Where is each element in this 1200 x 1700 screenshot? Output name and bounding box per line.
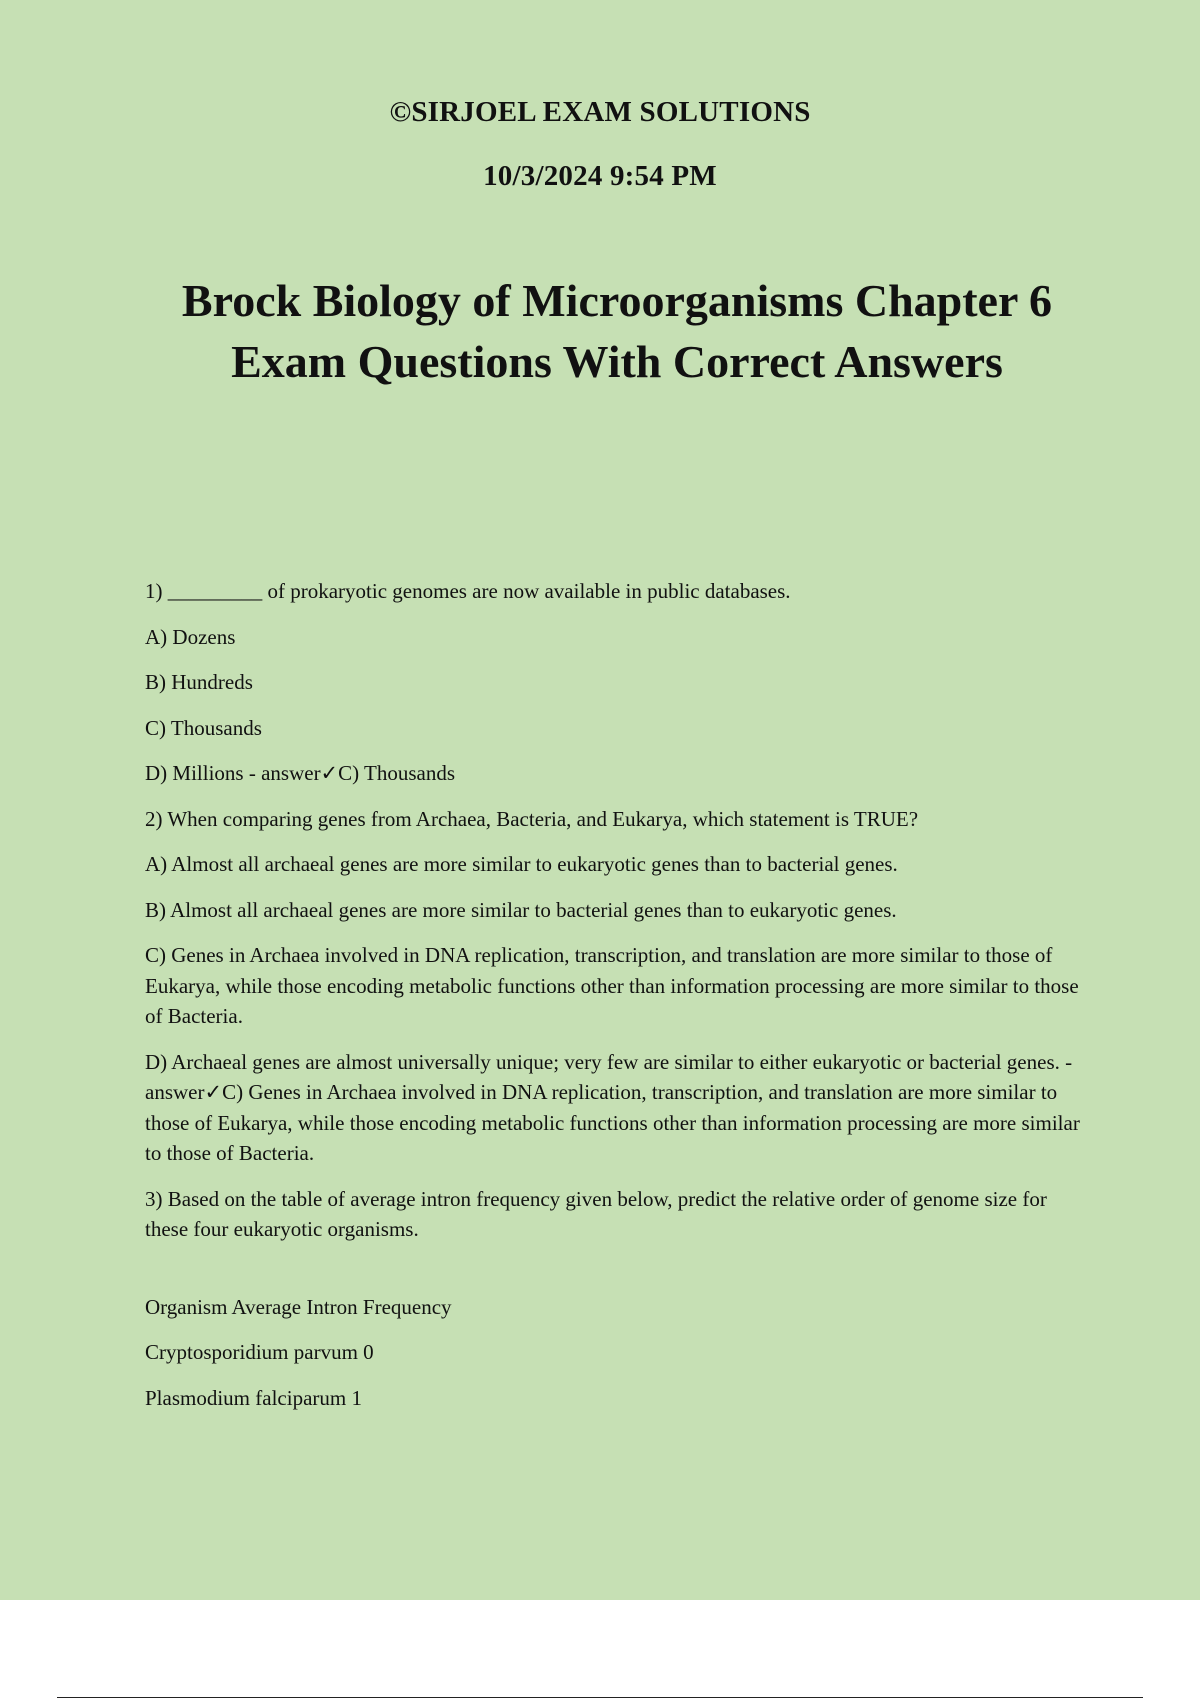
q1-prompt: 1) _________ of prokaryotic genomes are now available in public databases. xyxy=(145,579,791,603)
q2-option-d-answer: D) Archaeal genes are almost universally unique; very few are similar to either eukaryotic or bacterial genes. - answer✓C) Genes in Archaea involved in DNA replication, transcription, and translation are more similar to those of Eukarya, while those encoding metabolic functions other than information processing are more similar to those of Bacteria. xyxy=(145,1049,1080,1165)
q1-option-c: C) Thousands xyxy=(145,715,262,740)
q1-option-a: A) Dozens xyxy=(145,624,236,649)
q1-option-d-answer: D) Millions - answer✓C) Thousands xyxy=(145,761,456,785)
brand-header: ©SIRJOEL EXAM SOLUTIONS xyxy=(389,96,811,128)
q2-option-b: B) Almost all archaeal genes are more similar to bacterial genes than to eukaryotic genes. xyxy=(145,897,897,922)
document-title xyxy=(0,270,1200,392)
q3-table-row: Cryptosporidium parvum 0 xyxy=(145,1340,374,1364)
q3-table-row: Plasmodium falciparum 1 xyxy=(145,1385,362,1410)
title-line-2: Exam Questions With Correct Answers xyxy=(231,336,1003,387)
q1-option-b: B) Hundreds xyxy=(145,670,253,694)
question-list xyxy=(145,576,1090,1428)
q3-prompt: 3) Based on the table of average intron frequency given below, predict the relative order of genome size for these four eukaryotic organisms. xyxy=(145,1186,1047,1241)
q2-prompt: 2) When comparing genes from Archaea, Bacteria, and Eukarya, which statement is TRUE? xyxy=(145,806,919,831)
title-line-1: Brock Biology of Microorganisms Chapter 6 xyxy=(181,275,1053,326)
footer-divider xyxy=(57,1697,1143,1698)
q2-option-c: C) Genes in Archaea involved in DNA replication, transcription, and translation are more similar to those of Eukarya, while those encoding metabolic functions other than information processing are more similar to those of Bacteria. xyxy=(145,943,1079,1028)
q3-table-header: Organism Average Intron Frequency xyxy=(145,1294,452,1319)
timestamp: 10/3/2024 9:54 PM xyxy=(483,160,717,192)
q2-option-a: A) Almost all archaeal genes are more similar to eukaryotic genes than to bacterial genes. xyxy=(145,852,898,876)
